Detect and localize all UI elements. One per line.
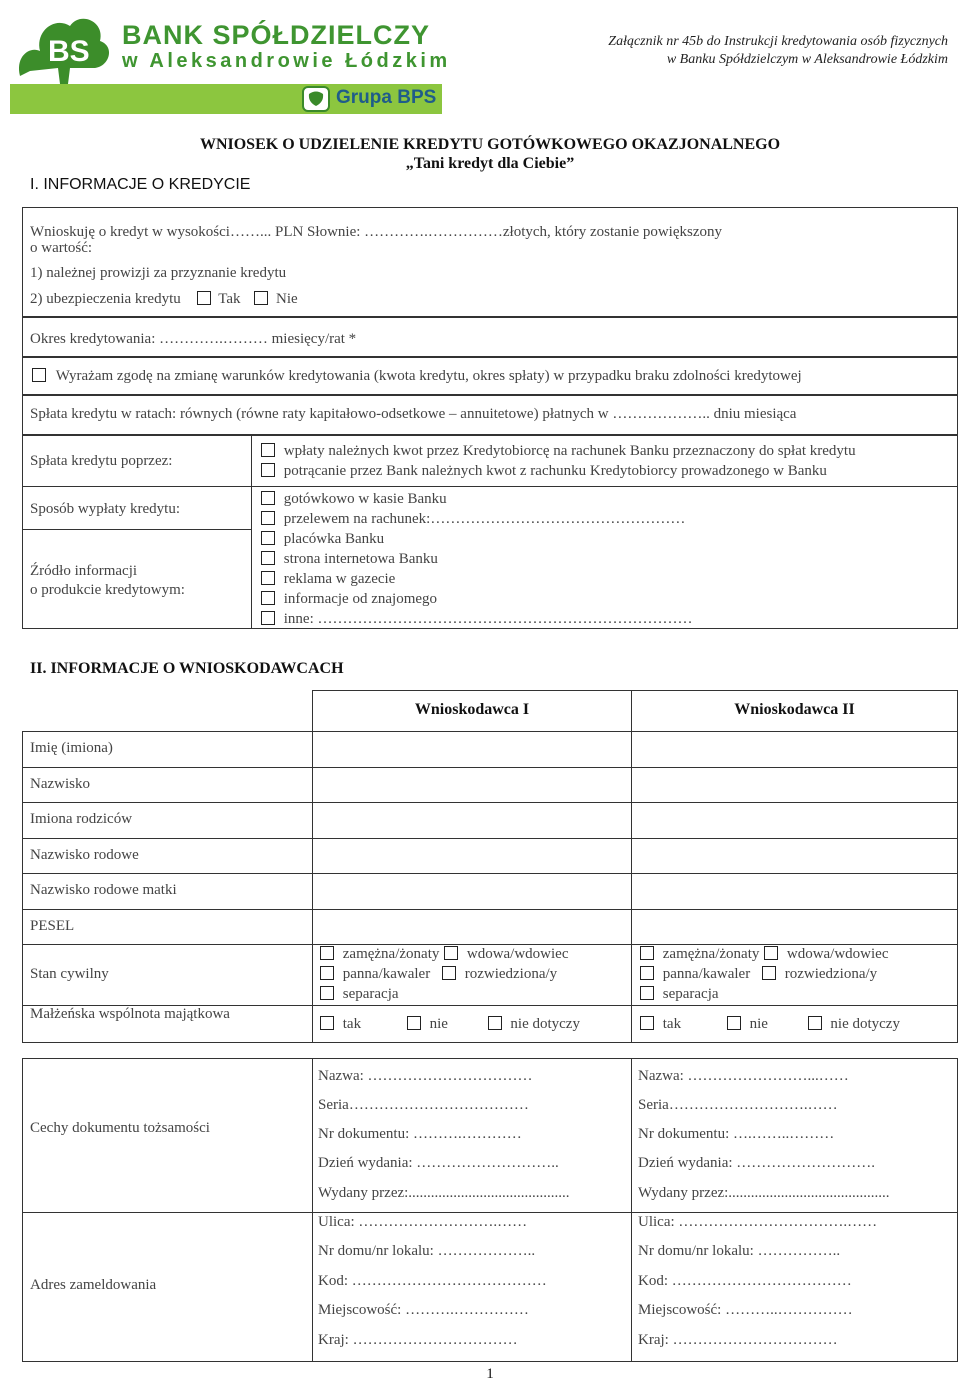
attachment-note-line1: Załącznik nr 45b do Instrukcji kredytowania osób fizycznych	[608, 34, 948, 49]
source-other-label: inne: …………………………………………………………………	[283, 611, 693, 627]
marital-2-married-checkbox[interactable]	[640, 946, 654, 960]
row-label-surname: Nazwisko	[30, 776, 90, 792]
applicant-2-title: Wnioskodawca II	[734, 701, 855, 718]
table-hline-4	[22, 873, 958, 874]
id1-field-issued-by[interactable]: Wydany przez:...........................................	[318, 1185, 570, 1201]
addr2-field-house[interactable]: Nr domu/nr lokalu: ……………..	[638, 1243, 841, 1259]
marital-2-row-1	[640, 946, 889, 963]
addr1-field-city[interactable]: Miejscowość: ……….……………	[318, 1302, 529, 1318]
source-website-checkbox[interactable]	[261, 551, 275, 565]
community-2-no-label: nie	[749, 1016, 768, 1032]
marital-1-row-2	[320, 966, 557, 983]
community-1-na-label: nie dotyczy	[510, 1016, 580, 1032]
source-newspaper-label: reklama w gazecie	[283, 571, 396, 587]
bank-logo	[10, 6, 450, 116]
addr1-field-street[interactable]: Ulica: ……………………….……	[318, 1214, 528, 1230]
section1-heading: I. INFORMACJE O KREDYCIE	[30, 176, 251, 193]
community-1-na-checkbox[interactable]	[488, 1016, 502, 1030]
marital-2-widow-checkbox[interactable]	[764, 946, 778, 960]
source-opt-4	[261, 591, 437, 608]
community-2-row	[640, 1016, 900, 1033]
payout-transfer-checkbox[interactable]	[261, 511, 275, 525]
bank-location: w Aleksandrowie Łódzkim	[122, 50, 451, 72]
source-opt-2	[261, 551, 438, 568]
section2-heading: II. INFORMACJE O WNIOSKODAWCACH	[30, 660, 344, 677]
payout-transfer-label: przelewem na rachunek:……………………………………………	[283, 511, 686, 527]
marital-1-divorced-label: rozwiedziona/y	[464, 966, 558, 982]
source-friend-checkbox[interactable]	[261, 591, 275, 605]
id-hline	[22, 1212, 958, 1213]
row-label-pesel: PESEL	[30, 918, 75, 934]
page-number: 1	[486, 1366, 494, 1382]
marital-1-widow-label: wdowa/wdowiec	[466, 946, 569, 962]
source-label	[30, 562, 185, 600]
row-label-parents-names: Imiona rodziców	[30, 811, 133, 827]
marital-1-married-label: zamężna/żonaty	[342, 946, 440, 962]
row-label-address: Adres zameldowania	[30, 1277, 157, 1293]
id2-field-number[interactable]: Nr dokumentu: ….……..………	[638, 1126, 835, 1142]
id-col-divider-2	[631, 1058, 632, 1362]
marital-1-single-label: panna/kawaler	[342, 966, 431, 982]
insurance-row	[30, 291, 298, 308]
community-1-row	[320, 1016, 580, 1033]
amount-line: Wnioskuję o kredyt w wysokości……... PLN Słownie: ………….……………złotych, który zostanie powiększony	[30, 224, 723, 240]
addr1-field-country[interactable]: Kraj: ……………………………	[318, 1332, 518, 1348]
id1-field-name[interactable]: Nazwa: ……………………………	[318, 1068, 533, 1084]
table-hline-1	[22, 767, 958, 768]
id-col-divider-1	[312, 1058, 313, 1362]
insurance-no-checkbox[interactable]	[254, 291, 268, 305]
addr1-field-postcode[interactable]: Kod: …………………………………	[318, 1273, 547, 1289]
source-friend-label: informacje od znajomego	[283, 591, 438, 607]
marital-2-divorced-checkbox[interactable]	[762, 966, 776, 980]
row-label-marital-status: Stan cywilny	[30, 966, 109, 982]
applicant-1-title: Wnioskodawca I	[414, 701, 530, 718]
community-1-yes-checkbox[interactable]	[320, 1016, 334, 1030]
id2-field-name[interactable]: Nazwa: ……………………...……	[638, 1068, 849, 1084]
product-name: „Tani kredyt dla Ciebie”	[405, 155, 575, 172]
community-2-yes-label: tak	[662, 1016, 682, 1032]
marital-2-separation-label: separacja	[662, 986, 719, 1002]
consent-label: Wyrażam zgodę na zmianę warunków kredytowania (kwota kredytu, okres spłaty) w przypadku braku zdolności kredytowej	[55, 368, 802, 384]
form-title: WNIOSEK O UDZIELENIE KREDYTU GOTÓWKOWEGO OKAZJONALNEGO	[199, 136, 781, 153]
table-hline-3	[22, 838, 958, 839]
community-1-no-checkbox[interactable]	[407, 1016, 421, 1030]
repay-deduction-label: potrącanie przez Bank należnych kwot z rachunku Kredytobiorcy prowadzonego w Banku	[283, 463, 827, 479]
id2-field-series[interactable]: Seria……………………….……	[638, 1097, 838, 1113]
amount-line2: o wartość:	[30, 240, 93, 256]
source-website-label: strona internetowa Banku	[283, 551, 438, 567]
options-divider	[251, 435, 252, 629]
payout-cash-label: gotówkowo w kasie Banku	[283, 491, 447, 507]
marital-1-row-1	[320, 946, 569, 963]
table-hline-2	[22, 802, 958, 803]
attachment-note	[608, 33, 948, 69]
repay-via-opt-1	[261, 443, 856, 460]
table-col-divider-2	[631, 731, 632, 1043]
marital-1-married-checkbox[interactable]	[320, 946, 334, 960]
table-hline-5	[22, 909, 958, 910]
marital-2-row-2	[640, 966, 877, 983]
marital-2-single-label: panna/kawaler	[662, 966, 751, 982]
source-opt-1	[261, 531, 384, 548]
payout-cash-checkbox[interactable]	[261, 491, 275, 505]
insurance-yes-label: Tak	[218, 291, 241, 307]
addr2-field-street[interactable]: Ulica: …………………………….……	[638, 1214, 878, 1230]
table-hline-6	[22, 944, 958, 945]
addr2-field-postcode[interactable]: Kod: ………………………………	[638, 1273, 852, 1289]
consent-row	[32, 368, 802, 385]
marital-2-row-3	[640, 986, 719, 1003]
insurance-yes-checkbox[interactable]	[197, 291, 211, 305]
source-other-checkbox[interactable]	[261, 611, 275, 625]
marital-2-separation-checkbox[interactable]	[640, 986, 654, 1000]
marital-2-single-checkbox[interactable]	[640, 966, 654, 980]
addr2-field-city[interactable]: Miejscowość: ………..……………	[638, 1302, 853, 1318]
payout-opt-2	[261, 511, 685, 528]
id1-field-series[interactable]: Seria………………………………	[318, 1097, 529, 1113]
row-label-id-document: Cechy dokumentu tożsamości	[30, 1120, 210, 1136]
tree-icon	[10, 6, 120, 86]
marital-2-widow-label: wdowa/wdowiec	[786, 946, 889, 962]
insurance-item: 2) ubezpieczenia kredytu	[30, 291, 181, 307]
row-label-maiden-name: Nazwisko rodowe	[30, 847, 139, 863]
community-2-yes-checkbox[interactable]	[640, 1016, 654, 1030]
marital-1-row-3	[320, 986, 399, 1003]
source-newspaper-checkbox[interactable]	[261, 571, 275, 585]
bank-name: BANK SPÓŁDZIELCZY	[122, 20, 431, 50]
marital-1-separation-checkbox[interactable]	[320, 986, 334, 1000]
repay-via-opt-2	[261, 463, 827, 480]
period-line: Okres kredytowania: ………….……… miesięcy/rat *	[30, 331, 357, 347]
addr2-field-country[interactable]: Kraj: ……………………………	[638, 1332, 838, 1348]
community-1-no-label: nie	[429, 1016, 448, 1032]
bps-badge-icon	[302, 86, 330, 112]
id1-field-number[interactable]: Nr dokumentu: ……….…………	[318, 1126, 522, 1142]
options-hline-1	[22, 486, 958, 487]
id1-field-issue-date[interactable]: Dzień wydania: ………………………..	[318, 1155, 559, 1171]
community-1-yes-label: tak	[342, 1016, 362, 1032]
community-2-na-label: nie dotyczy	[830, 1016, 900, 1032]
repay-transfer-label: wpłaty należnych kwot przez Kredytobiorcę na rachunek Banku przeznaczony do spłat kredytu	[283, 443, 856, 459]
addr1-field-house[interactable]: Nr domu/nr lokalu: ………………..	[318, 1243, 536, 1259]
payout-opt-1	[261, 491, 447, 508]
source-label-line2: o produkcie kredytowym:	[30, 582, 185, 598]
source-opt-5	[261, 611, 693, 628]
table-col-divider-1	[312, 731, 313, 1043]
group-name: Grupa BPS	[336, 87, 437, 108]
repay-via-label: Spłata kredytu poprzez:	[30, 453, 173, 469]
community-2-no-checkbox[interactable]	[727, 1016, 741, 1030]
id2-field-issued-by[interactable]: Wydany przez:...........................................	[638, 1185, 890, 1201]
repay-transfer-checkbox[interactable]	[261, 443, 275, 457]
repayment-line: Spłata kredytu w ratach: równych (równe raty kapitałowo-odsetkowe – annuitetowe) płatnych w ……………….. dniu miesiąca	[30, 406, 797, 422]
row-label-first-names: Imię (imiona)	[30, 740, 113, 756]
attachment-note-line2: w Banku Spółdzielczym w Aleksandrowie Łódzkim	[666, 52, 948, 67]
source-branch-label: placówka Banku	[283, 531, 385, 547]
marital-2-married-label: zamężna/żonaty	[662, 946, 760, 962]
row-label-property-community: Małżeńska wspólnota majątkowa	[30, 1006, 230, 1022]
marital-1-widow-checkbox[interactable]	[444, 946, 458, 960]
source-branch-checkbox[interactable]	[261, 531, 275, 545]
community-2-na-checkbox[interactable]	[808, 1016, 822, 1030]
id2-field-issue-date[interactable]: Dzień wydania: ……………………….	[638, 1155, 876, 1171]
repay-deduction-checkbox[interactable]	[261, 463, 275, 477]
marital-1-single-checkbox[interactable]	[320, 966, 334, 980]
marital-1-divorced-checkbox[interactable]	[442, 966, 456, 980]
insurance-no-label: Nie	[276, 291, 298, 307]
source-opt-3	[261, 571, 395, 588]
source-label-line1: Źródło informacji	[30, 563, 138, 579]
fee-item: 1) należnej prowizji za przyznanie kredytu	[30, 265, 287, 281]
options-hline-2	[22, 529, 251, 530]
consent-checkbox[interactable]	[32, 368, 46, 382]
payout-label: Sposób wypłaty kredytu:	[30, 501, 180, 517]
marital-1-separation-label: separacja	[342, 986, 399, 1002]
row-label-mother-maiden-name: Nazwisko rodowe matki	[30, 882, 177, 898]
svg-text:BS: BS	[48, 35, 90, 68]
marital-2-divorced-label: rozwiedziona/y	[784, 966, 878, 982]
